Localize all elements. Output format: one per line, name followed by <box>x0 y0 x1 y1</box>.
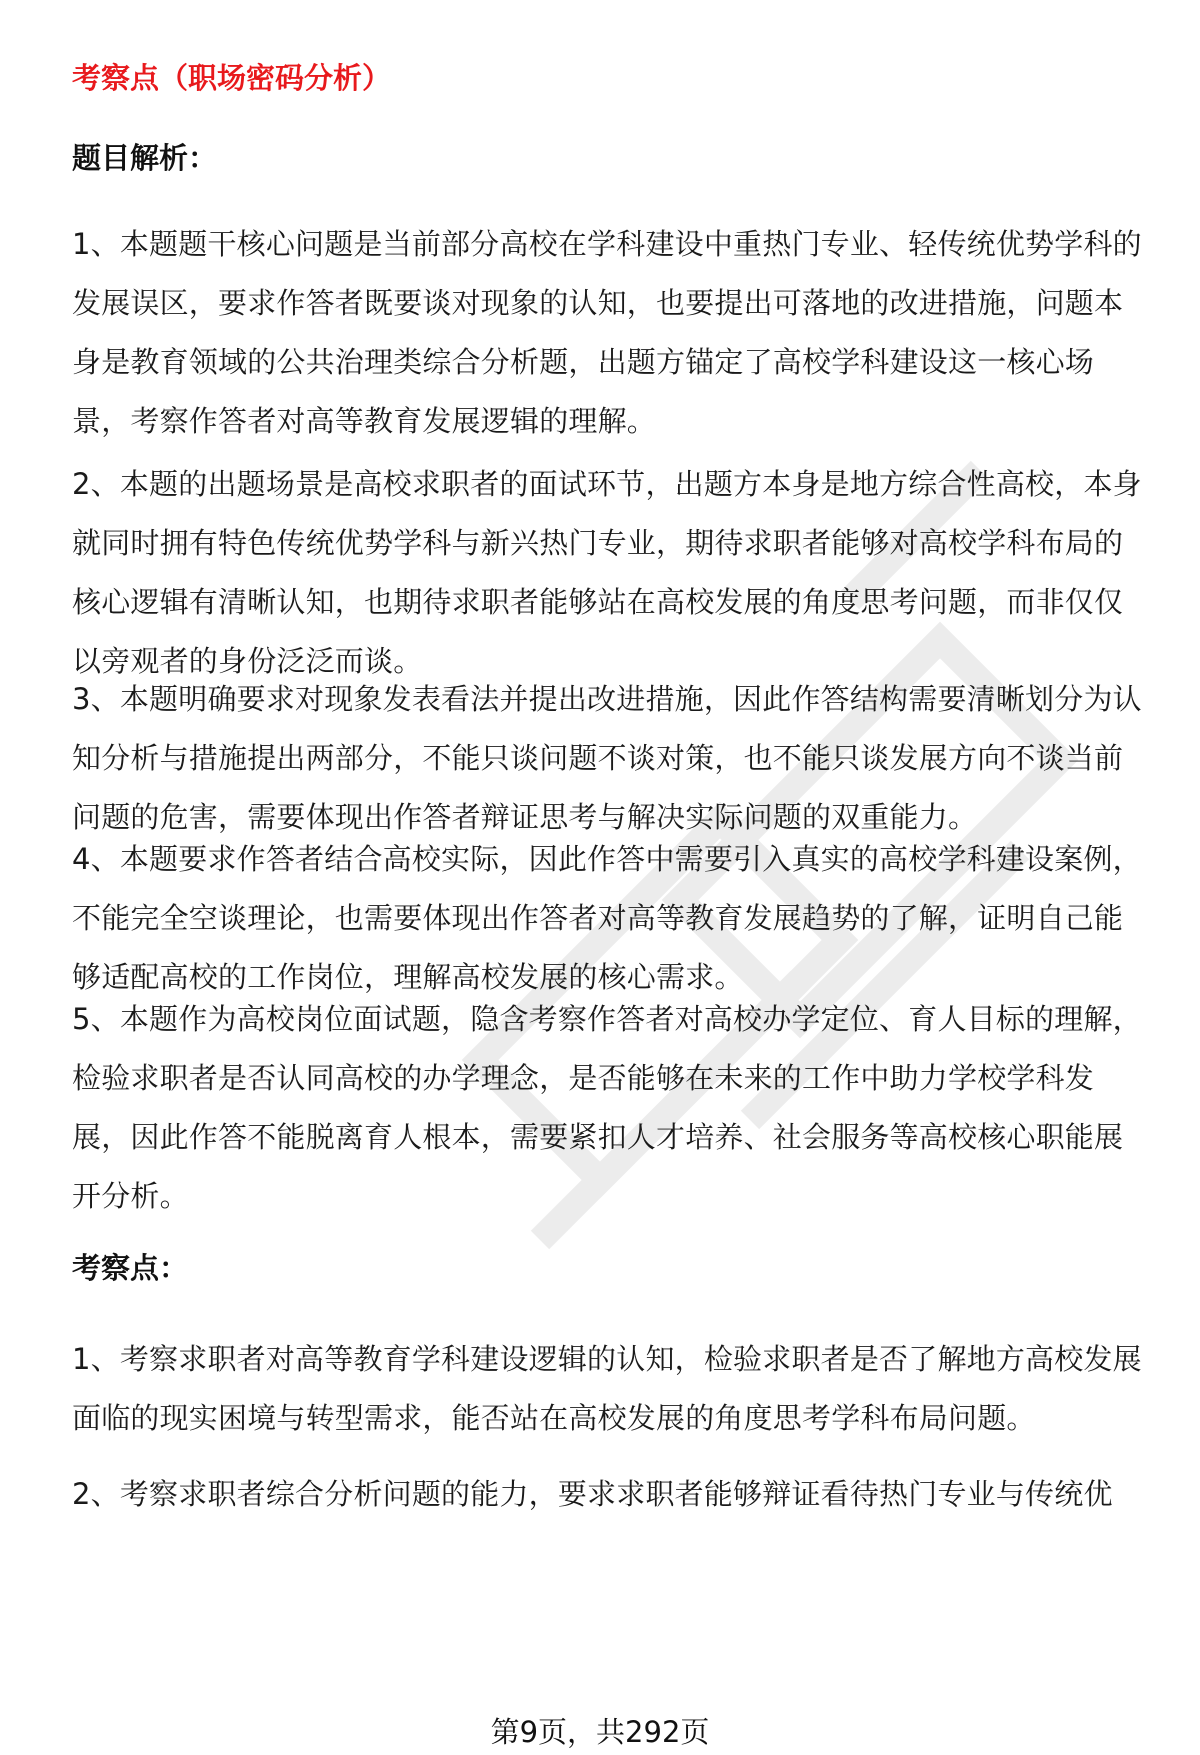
points-item-2: 2、考察求职者综合分析问题的能力，要求求职者能够辩证看待热门专业与传统优 <box>72 1477 1113 1511</box>
analysis-heading: 题目解析： <box>72 141 218 175</box>
section-title: 考察点（职场密码分析） <box>72 61 392 95</box>
analysis-item-1: 1、本题题干核心问题是当前部分高校在学科建设中重热门专业、轻传统优势学科的发展误区，要求作答者既要谈对现象的认知，也要提出可落地的改进措施，问题本身是教育领域的公共治理类综合分析题，出题方锚定了高校学科建设这一核心场景，考察作答者对高等教育发展逻辑的理解。 <box>72 227 1142 438</box>
points-heading: 考察点： <box>72 1251 189 1285</box>
points-item-1: 1、考察求职者对高等教育学科建设逻辑的认知，检验求职者是否了解地方高校发展面临的现实困境与转型需求，能否站在高校发展的角度思考学科布局问题。 <box>72 1342 1142 1435</box>
page-number: 第9页，共292页 <box>490 1715 710 1749</box>
analysis-item-4: 4、本题要求作答者结合高校实际，因此作答中需要引入真实的高校学科建设案例，不能完全空谈理论，也需要体现出作答者对高等教育发展趋势的了解，证明自己能够适配高校的工作岗位，理解高校发展的核心需求。 <box>72 842 1142 994</box>
analysis-item-5: 5、本题作为高校岗位面试题，隐含考察作答者对高校办学定位、育人目标的理解，检验求职者是否认同高校的办学理念，是否能够在未来的工作中助力学校学科发展，因此作答不能脱离育人根本，需要紧扣人才培养、社会服务等高校核心职能展开分析。 <box>72 1002 1142 1213</box>
analysis-item-3: 3、本题明确要求对现象发表看法并提出改进措施，因此作答结构需要清晰划分为认知分析与措施提出两部分，不能只谈问题不谈对策，也不能只谈发展方向不谈当前问题的危害，需要体现出作答者辩证思考与解决实际问题的双重能力。 <box>72 682 1142 834</box>
analysis-item-2: 2、本题的出题场景是高校求职者的面试环节，出题方本身是地方综合性高校，本身就同时拥有特色传统优势学科与新兴热门专业，期待求职者能够对高校学科布局的核心逻辑有清晰认知，也期待求职者能够站在高校发展的角度思考问题，而非仅仅以旁观者的身份泛泛而谈。 <box>72 467 1142 678</box>
